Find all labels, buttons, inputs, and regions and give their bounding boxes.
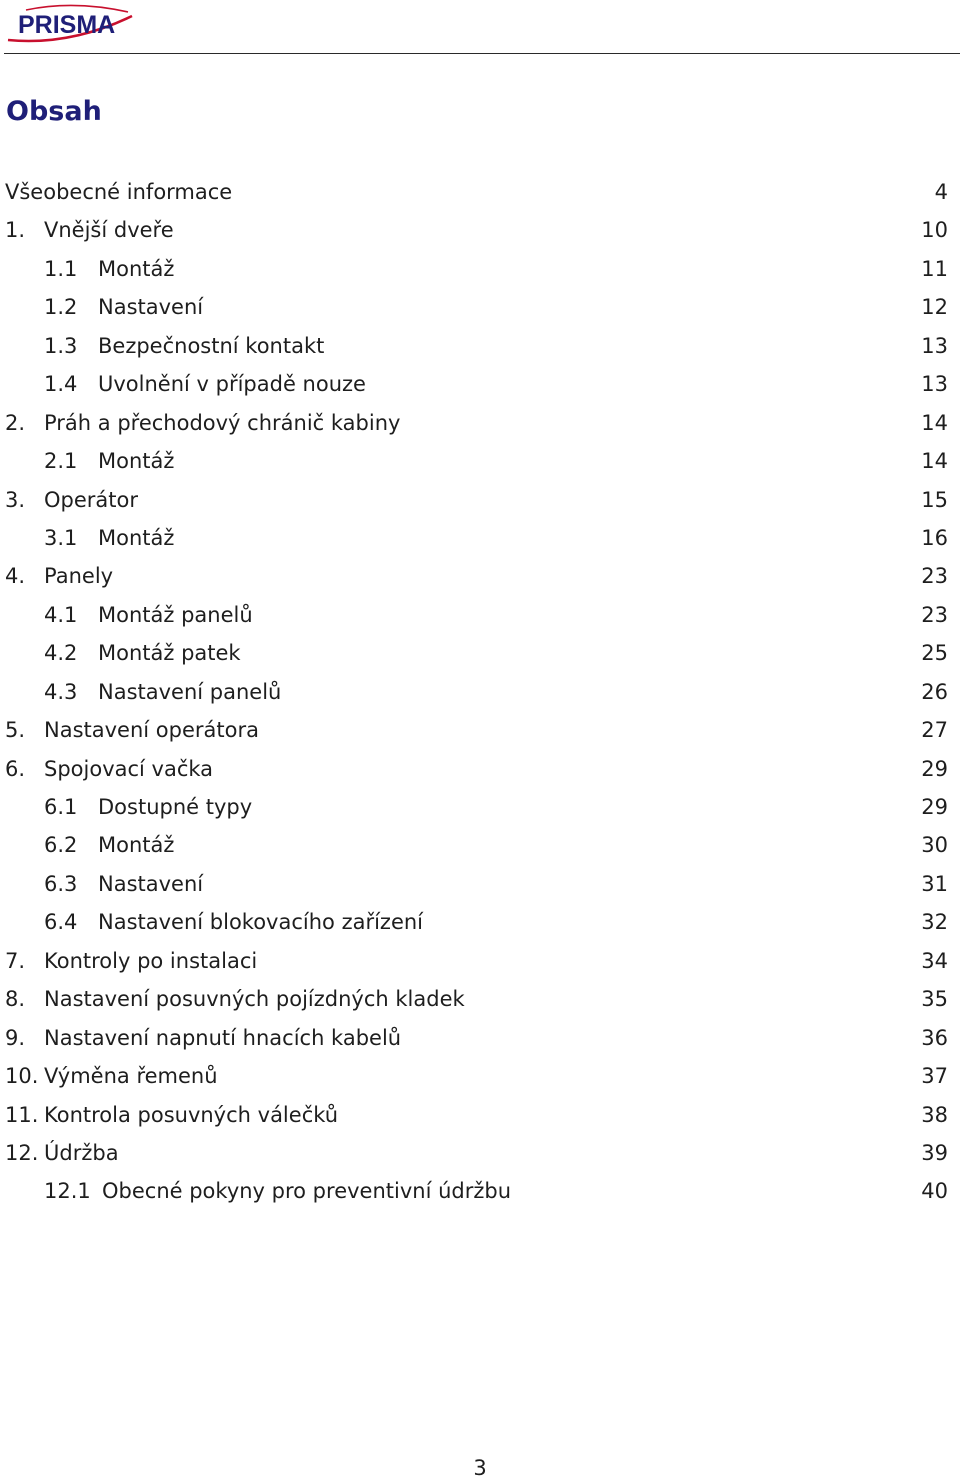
- toc-entry[interactable]: [0, 903, 960, 941]
- toc-entry-title: Údržba: [44, 1140, 119, 1165]
- toc-entry-title: Nastavení: [98, 871, 204, 896]
- toc-entry[interactable]: [0, 826, 960, 864]
- toc-entry-number: 4.1: [44, 602, 78, 627]
- toc-entry-number: 4.: [5, 564, 26, 589]
- toc-entry[interactable]: [0, 711, 960, 749]
- toc-entry-page: 34: [921, 948, 948, 973]
- toc-entry-title: Všeobecné informace: [5, 180, 233, 204]
- toc-entry-page: 23: [921, 564, 948, 589]
- toc-entry-title: Montáž panelů: [98, 602, 253, 627]
- toc-entry[interactable]: [0, 1057, 960, 1095]
- toc-entry[interactable]: [0, 519, 960, 557]
- toc-entry-title: Spojovací vačka: [44, 756, 214, 781]
- toc-entry-page: 29: [921, 756, 948, 781]
- toc-entry-title: Nastavení blokovacího zařízení: [98, 910, 424, 935]
- toc-entry[interactable]: [0, 365, 960, 403]
- toc-entry-page: 36: [921, 1025, 948, 1050]
- page-number: 3: [473, 1456, 487, 1480]
- toc-entry-title: Výměna řemenů: [44, 1064, 218, 1089]
- toc-entry-number: 10.: [5, 1064, 39, 1089]
- toc-entry-title: Nastavení operátora: [44, 718, 259, 743]
- toc-entry-number: 12.1: [44, 1179, 91, 1204]
- toc-entry[interactable]: [0, 557, 960, 595]
- toc-entry[interactable]: [0, 1134, 960, 1172]
- toc-entry[interactable]: [0, 1019, 960, 1057]
- toc-entry-number: 4.2: [44, 641, 78, 666]
- toc-entry-page: 15: [921, 487, 948, 512]
- toc-entry-page: 23: [921, 602, 948, 627]
- toc-entry-title: Montáž patek: [98, 641, 241, 666]
- toc-entry-number: 4.3: [44, 679, 78, 704]
- toc-entry-page: 35: [921, 987, 948, 1012]
- toc-entry[interactable]: [0, 327, 960, 365]
- toc-entry-number: 2.1: [44, 449, 78, 474]
- toc-entry-title: Nastavení napnutí hnacích kabelů: [44, 1025, 402, 1050]
- toc-entry-number: 6.3: [44, 871, 78, 896]
- toc-entry-number: 3.: [5, 487, 26, 512]
- toc-entry-number: 1.3: [44, 333, 78, 358]
- toc-entry-number: 6.1: [44, 795, 78, 819]
- toc-entry-number: 5.: [5, 718, 26, 743]
- toc-entry-title: Operátor: [44, 487, 138, 512]
- toc-entry[interactable]: [0, 1172, 960, 1210]
- toc-entry-page: 4: [934, 180, 948, 204]
- toc-entry-page: 13: [921, 372, 948, 397]
- toc-entry-title: Montáž: [98, 833, 175, 858]
- toc-entry-page: 27: [921, 718, 948, 743]
- toc-entry[interactable]: [0, 750, 960, 788]
- toc-entry-page: 12: [921, 295, 948, 320]
- toc-entry-title: Nastavení: [98, 295, 204, 320]
- toc-entry-title: Dostupné typy: [98, 795, 253, 819]
- toc-entry-page: 11: [921, 256, 948, 281]
- toc-entry-number: 6.4: [44, 910, 78, 935]
- toc-entry-number: 2.: [5, 410, 26, 435]
- toc-entry-title: Kontroly po instalaci: [44, 948, 258, 973]
- logo-text: PRISMA: [18, 11, 116, 39]
- header-rule: [4, 53, 960, 54]
- toc-entry-title: Obecné pokyny pro preventivní údržbu: [102, 1179, 512, 1204]
- toc-entry[interactable]: [0, 250, 960, 288]
- toc-entry[interactable]: [0, 634, 960, 672]
- toc-entry-title: Uvolnění v případě nouze: [98, 372, 366, 397]
- toc-entry-page: 14: [921, 410, 948, 435]
- page-title: Obsah: [6, 96, 102, 127]
- toc-entry-number: 1.4: [44, 372, 78, 397]
- toc-entry-page: 10: [921, 218, 948, 243]
- toc-entry-number: 3.1: [44, 525, 78, 550]
- toc-entry-number: 11.: [5, 1102, 39, 1127]
- table-of-contents: [0, 173, 960, 1211]
- toc-entry[interactable]: [0, 173, 960, 211]
- toc-entry-number: 6.2: [44, 833, 78, 858]
- toc-entry-number: 6.: [5, 756, 26, 781]
- toc-entry[interactable]: [0, 596, 960, 634]
- toc-entry-title: Montáž: [98, 449, 175, 474]
- toc-entry[interactable]: [0, 865, 960, 903]
- prisma-logo: [4, 2, 136, 48]
- toc-entry-page: 40: [921, 1179, 948, 1204]
- toc-entry-number: 8.: [5, 987, 26, 1012]
- toc-entry-number: 7.: [5, 948, 26, 973]
- toc-entry[interactable]: [0, 1096, 960, 1134]
- toc-entry-title: Nastavení posuvných pojízdných kladek: [44, 987, 465, 1012]
- toc-entry[interactable]: [0, 442, 960, 480]
- toc-entry-page: 39: [921, 1140, 948, 1165]
- toc-entry-number: 12.: [5, 1140, 39, 1165]
- toc-entry-number: 9.: [5, 1025, 26, 1050]
- toc-entry-page: 31: [921, 871, 948, 896]
- toc-entry-page: 38: [921, 1102, 948, 1127]
- toc-entry-page: 29: [921, 795, 948, 819]
- toc-entry-title: Práh a přechodový chránič kabiny: [44, 410, 401, 435]
- toc-entry-page: 14: [921, 449, 948, 474]
- toc-entry-page: 32: [921, 910, 948, 935]
- toc-entry-page: 30: [921, 833, 948, 858]
- toc-entry-title: Bezpečnostní kontakt: [98, 333, 325, 358]
- toc-entry-title: Kontrola posuvných válečků: [44, 1102, 339, 1127]
- toc-entry[interactable]: [0, 980, 960, 1018]
- toc-entry-title: Montáž: [98, 525, 175, 550]
- toc-entry-page: 13: [921, 333, 948, 358]
- toc-entry-title: Vnější dveře: [44, 218, 174, 243]
- toc-entry-title: Nastavení panelů: [98, 679, 282, 704]
- toc-entry-number: 1.: [5, 218, 26, 243]
- toc-entry-number: 1.1: [44, 256, 78, 281]
- page-header: [0, 0, 960, 56]
- toc-entry-page: 25: [921, 641, 948, 666]
- toc-entry[interactable]: [0, 211, 960, 249]
- toc-entry-page: 16: [921, 525, 948, 550]
- toc-entry[interactable]: [0, 673, 960, 711]
- toc-entry[interactable]: [0, 481, 960, 519]
- toc-entry[interactable]: [0, 788, 960, 826]
- toc-entry-title: Panely: [44, 564, 114, 589]
- toc-entry-page: 37: [921, 1064, 948, 1089]
- toc-entry-page: 26: [921, 679, 948, 704]
- toc-entry-title: Montáž: [98, 256, 175, 281]
- toc-entry[interactable]: [0, 404, 960, 442]
- toc-entry[interactable]: [0, 288, 960, 326]
- toc-entry-number: 1.2: [44, 295, 78, 320]
- toc-entry[interactable]: [0, 942, 960, 980]
